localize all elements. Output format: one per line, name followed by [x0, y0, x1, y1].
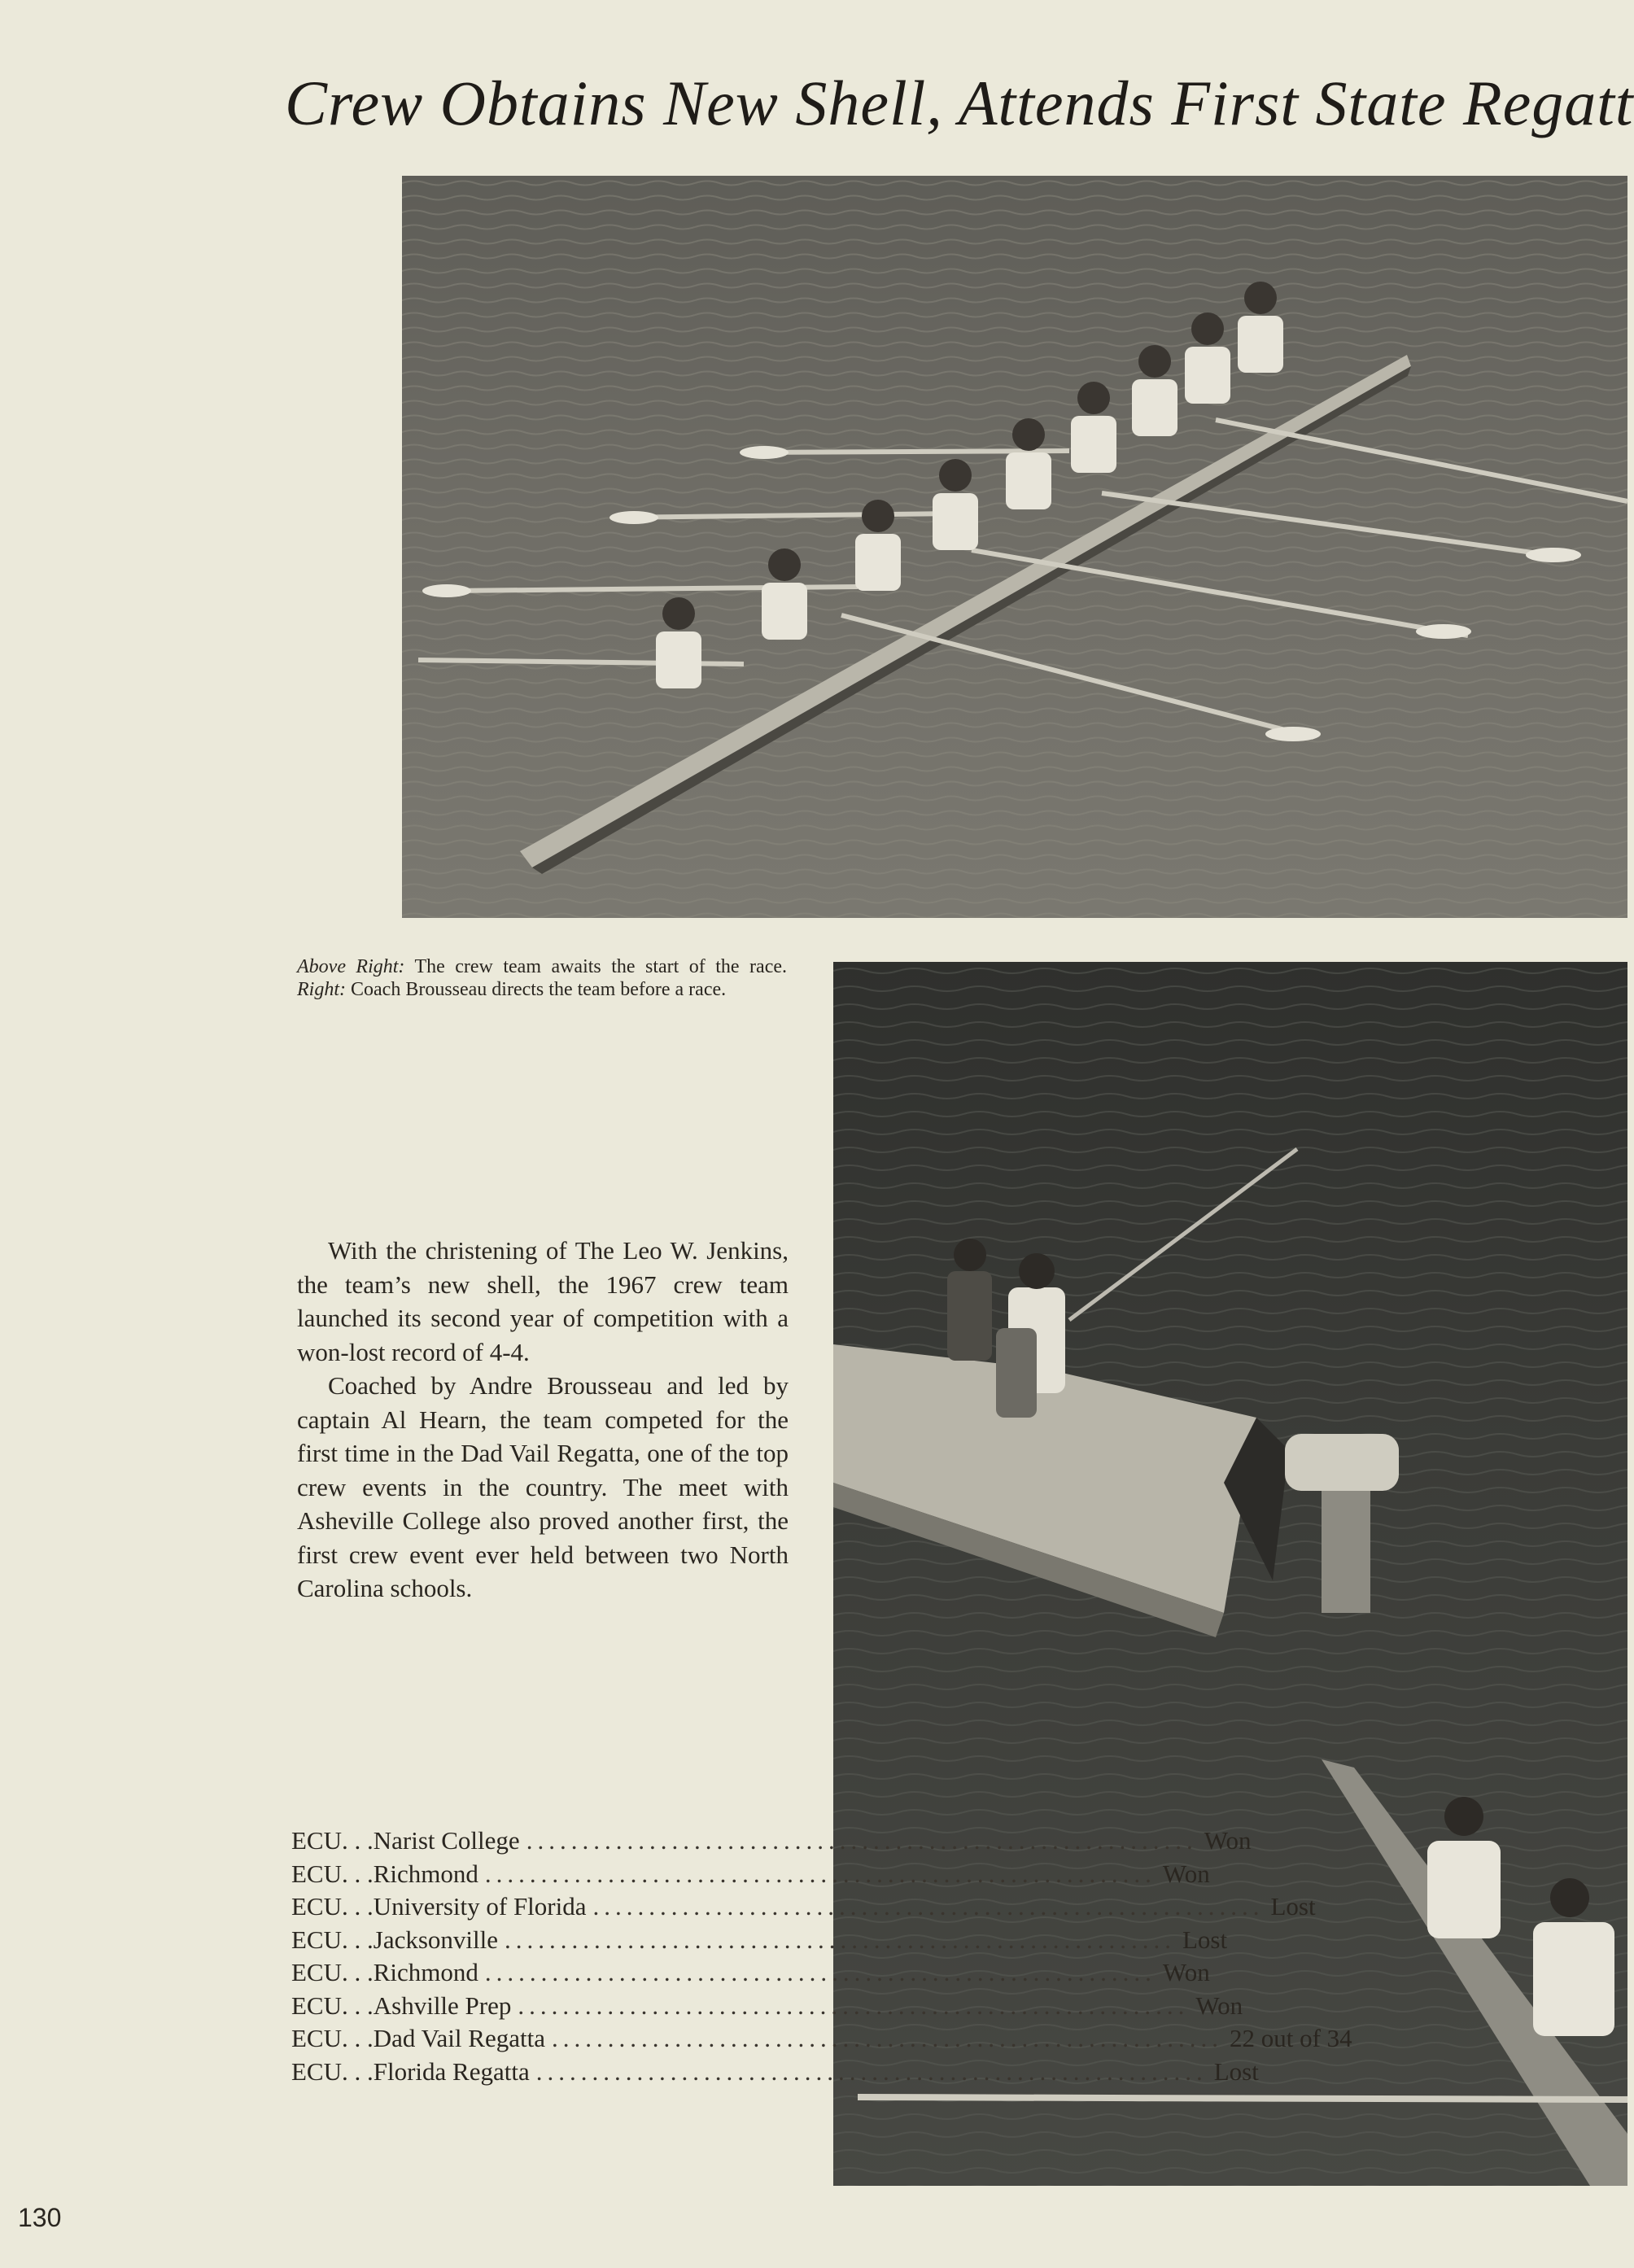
record-row	[291, 2056, 1259, 2091]
record-opponent: Richmond	[373, 1958, 478, 1986]
caption-above-right-label: Above Right:	[297, 956, 405, 977]
record-leader-dots: ............................................................	[526, 1826, 1198, 1855]
record-row	[291, 1925, 1228, 1959]
caption-right-label: Right:	[297, 979, 346, 1000]
article-body	[297, 1234, 789, 1606]
record-opponent: Richmond	[373, 1859, 478, 1888]
record-leader-dots: ............................................................	[535, 2056, 1208, 2086]
record-opponent: Dad Vail Regatta	[373, 2024, 545, 2052]
record-opponent: Narist College	[373, 1826, 520, 1855]
record-result: Won	[1204, 1826, 1252, 1855]
record-team: ECU. . .	[291, 2056, 374, 2086]
record-result: Lost	[1270, 1892, 1316, 1921]
crew-team-photo	[402, 176, 1627, 918]
season-record	[291, 1826, 1352, 2090]
crew-shell-illustration	[402, 176, 1627, 918]
record-leader-dots: ............................................................	[484, 1958, 1156, 1986]
photo-caption	[297, 955, 787, 1001]
record-row	[291, 2024, 1352, 2057]
page-number: 130	[18, 2203, 62, 2232]
record-row	[291, 1859, 1210, 1893]
record-opponent: Jacksonville	[373, 1925, 498, 1954]
record-opponent: University of Florida	[373, 1892, 587, 1921]
record-result: 22 out of 34	[1229, 2024, 1352, 2052]
article-paragraph-1: With the christening of The Leo W. Jenkins, the team’s new shell, the 1967 crew team launched its second year of competition with a won-lost record of 4-4.	[297, 1236, 789, 1366]
record-team: ECU. . .	[291, 1925, 374, 1954]
record-team: ECU. . .	[291, 2024, 374, 2052]
record-row	[291, 1958, 1210, 1991]
record-result: Lost	[1182, 1925, 1228, 1954]
record-leader-dots: ............................................................	[518, 1991, 1190, 2020]
record-leader-dots: ............................................................	[484, 1859, 1156, 1888]
record-row	[291, 1892, 1316, 1925]
record-team: ECU. . .	[291, 1958, 374, 1986]
record-leader-dots: ............................................................	[505, 1925, 1176, 1954]
caption-above-right-text: The crew team awaits the start of the race.	[414, 956, 788, 977]
record-team: ECU. . .	[291, 1859, 374, 1888]
record-team: ECU. . .	[291, 1991, 374, 2020]
record-leader-dots: ............................................................	[551, 2024, 1223, 2052]
record-team: ECU. . .	[291, 1892, 374, 1921]
record-result: Lost	[1213, 2056, 1259, 2086]
record-team: ECU. . .	[291, 1826, 374, 1855]
record-opponent: Florida Regatta	[373, 2056, 530, 2086]
caption-right-text: Coach Brousseau directs the team before a race.	[351, 979, 727, 1000]
record-row	[291, 1991, 1243, 2025]
record-result: Won	[1162, 1859, 1210, 1888]
record-leader-dots: ............................................................	[592, 1892, 1265, 1921]
record-row	[291, 1826, 1252, 1859]
page-headline: Crew Obtains New Shell, Attends First State Regatt	[285, 68, 1634, 138]
record-result: Won	[1162, 1958, 1210, 1986]
article-paragraph-2: Coached by Andre Brousseau and led by captain Al Hearn, the team competed for the first time in the Dad Vail Regatta, one of the top crew events in the country. The meet with Asheville College also proved another first, the first crew event ever held between two North Carolina schools.	[297, 1371, 789, 1602]
record-opponent: Ashville Prep	[373, 1991, 512, 2020]
record-result: Won	[1195, 1991, 1243, 2020]
